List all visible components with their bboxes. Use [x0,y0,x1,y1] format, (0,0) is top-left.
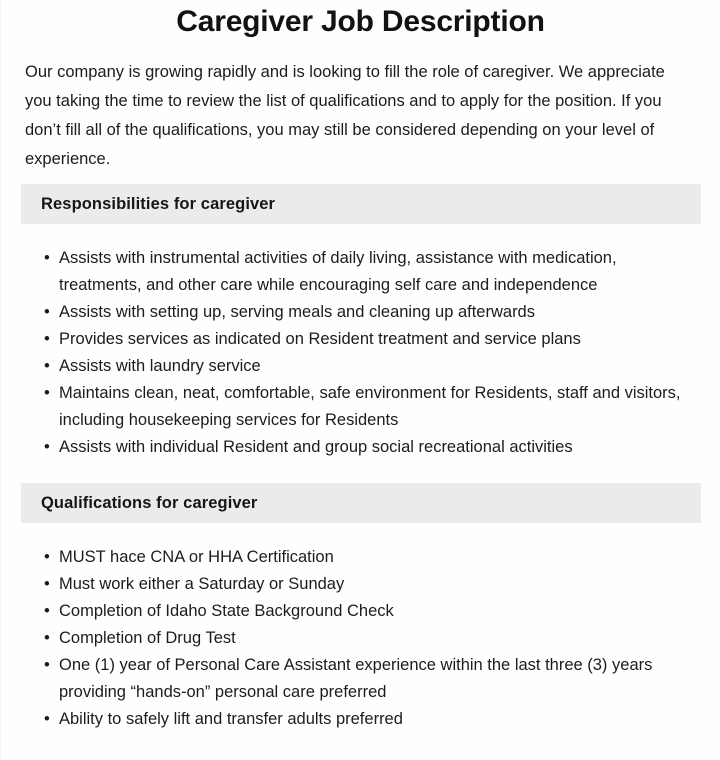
list-item-text: Must work either a Saturday or Sunday [59,575,345,593]
list-item [1,571,720,598]
bullet-icon: • [44,303,50,321]
intro-paragraph: Our company is growing rapidly and is looking to fill the role of caregiver. We appreciate you taking the time to review the list of qualifications and to apply for the position. If you don’t fill all of the qualifications, you may still be considered depending on your level of experience. [25,63,665,168]
list-item [1,353,720,380]
list-item-text: Assists with setting up, serving meals and cleaning up afterwards [59,303,535,321]
bullet-icon: • [44,438,50,456]
bullet-icon: • [44,330,50,348]
section-heading-label: Qualifications for caregiver [41,493,258,512]
section-qualifications [1,483,720,733]
qualifications-list [1,523,720,733]
list-item-text: Maintains clean, neat, comfortable, safe environment for Residents, staff and visitors, including housekeeping services for Residents [59,384,681,429]
list-item-text: Provides services as indicated on Resident treatment and service plans [59,330,581,348]
bullet-icon: • [44,548,50,566]
list-item [1,706,720,733]
list-item [1,326,720,353]
list-item-text: One (1) year of Personal Care Assistant experience within the last three (3) years providing “hands-on” personal care preferred [59,656,653,701]
bullet-icon: • [44,575,50,593]
list-item [1,299,720,326]
section-responsibilities [1,184,720,461]
list-item-text: Assists with instrumental activities of daily living, assistance with medication, treatments, and other care while encouraging self care and independence [59,249,617,294]
bullet-icon: • [44,384,50,402]
bullet-icon: • [44,710,50,728]
list-item-text: Ability to safely lift and transfer adults preferred [59,710,403,728]
section-header-qualifications [21,483,701,523]
list-item-text: Assists with individual Resident and group social recreational activities [59,438,573,456]
bullet-icon: • [44,249,50,267]
bullet-icon: • [44,357,50,375]
page-title: Caregiver Job Description [176,5,545,38]
list-item [1,652,720,706]
section-heading-label: Responsibilities for caregiver [41,194,276,213]
section-header-responsibilities [21,184,701,224]
bullet-icon: • [44,602,50,620]
list-item [1,598,720,625]
bullet-icon: • [44,656,50,674]
list-item-text: Completion of Idaho State Background Check [59,602,394,620]
list-item [1,380,720,434]
list-item-text: Completion of Drug Test [59,629,236,647]
list-item [1,245,720,299]
list-item [1,544,720,571]
list-item-text: MUST hace CNA or HHA Certification [59,548,334,566]
bullet-icon: • [44,629,50,647]
list-item-text: Assists with laundry service [59,357,261,375]
responsibilities-list [1,224,720,461]
list-item [1,434,720,461]
list-item [1,625,720,652]
